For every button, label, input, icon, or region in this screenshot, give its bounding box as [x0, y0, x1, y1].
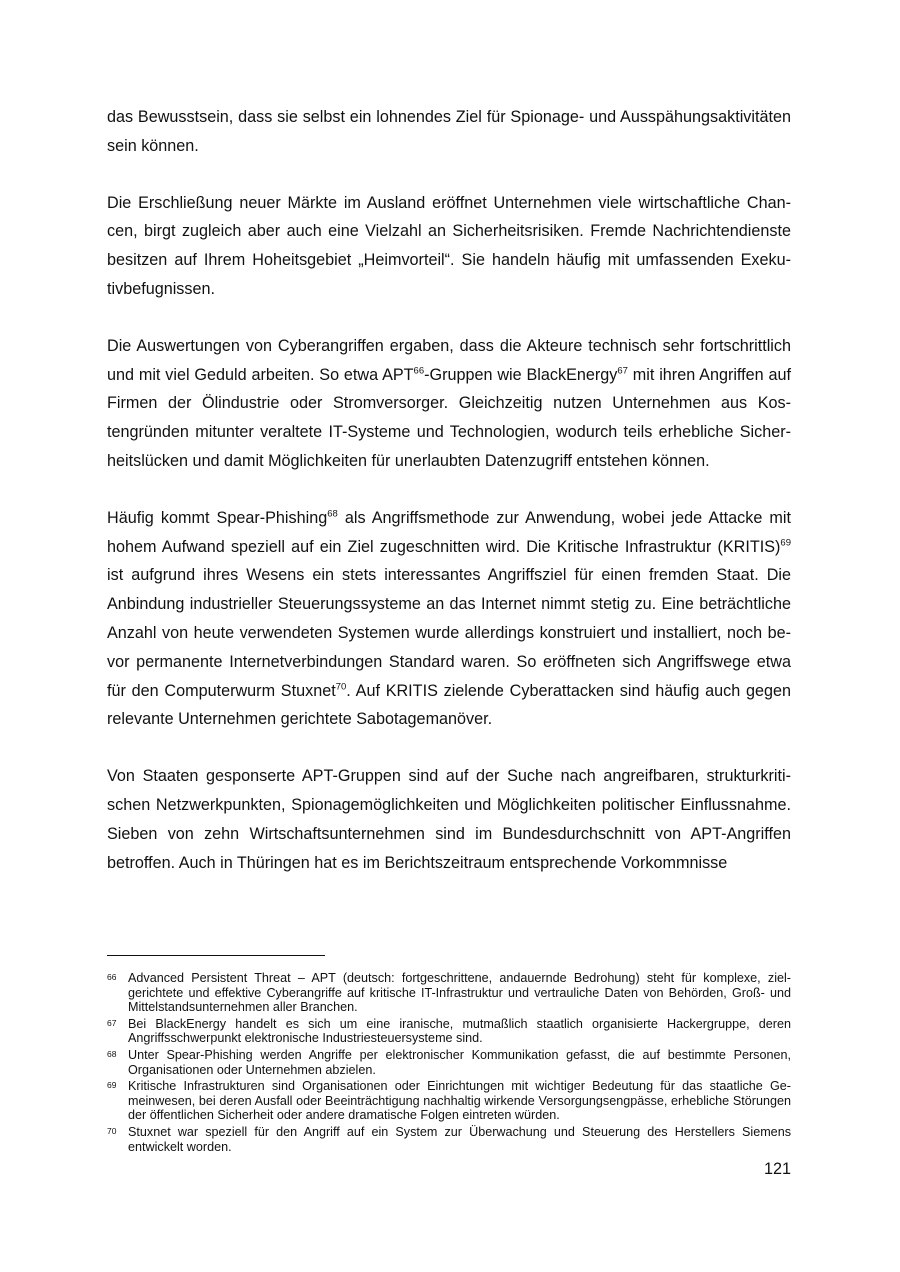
- text-run: als Angriffsmethode zur Anwendung, wobei jede Attacke mit hohem Aufwand speziell auf ein Ziel zugeschnitten wird. Die Kritische Infrastruktur (KRITIS): [107, 508, 791, 556]
- paragraph: [107, 189, 791, 304]
- footnote-text: Stuxnet war speziell für den Angriff auf ein System zur Überwachung und Steuerung des Herstellers Siemens entwickelt worden.: [128, 1124, 791, 1154]
- footnote: [107, 1079, 791, 1123]
- footnote: [107, 971, 791, 1015]
- footnotes: [107, 971, 791, 1156]
- footnote-reference: 69: [780, 537, 791, 549]
- footnote-number: 70: [107, 1125, 117, 1136]
- paragraph: [107, 504, 791, 734]
- footnote: [107, 1017, 791, 1046]
- text-run: ist aufgrund ihres Wesens ein stets interessantes Angriffsziel für einen fremden Staat. Die Anbindung industrieller Steuerungssysteme an das Internet nimmt stetig zu. Eine beträchtliche Anzahl von heute verwendeten Systemen wurde allerdings konstruiert und installiert, noch bevor permanente Internetverbindungen Standard waren. So eröffneten sich Angriffswege etwa für den Computerwurm Stuxnet: [107, 566, 791, 700]
- footnote-reference: 68: [327, 508, 338, 520]
- body-text: [107, 103, 791, 905]
- footnote-number: 66: [107, 972, 117, 982]
- text-run: Von Staaten gesponserte APT-Gruppen sind auf der Suche nach angreifbaren, strukturkritischen Netzwerkpunkten, Spionagemöglichkeiten und Möglichkeiten politischer Einflussnahme. Sieben von zehn Wirtschaftsunternehmen sind im Bundesdurchschnitt von APT-Angriffen betroffen. Auch in Thüringen hat es im Berichtszeitraum entsprechende Vorkommnisse: [107, 767, 791, 872]
- footnote-text: Kritische Infrastrukturen sind Organisationen oder Einrichtungen mit wichtiger Bedeutung für das staatliche Gemeinwesen, bei deren Ausfall oder Beeinträchtigung nachhaltig wirkende Versorgungsengpässe, erhebliche Störungen der öffentlichen Sicherheit oder andere dramatische Folgen eintreten würden.: [128, 1079, 791, 1123]
- text-run: das Bewusstsein, dass sie selbst ein lohnendes Ziel für Spionage- und Ausspähungsaktivitäten sein können.: [107, 108, 791, 155]
- footnote-number: 68: [107, 1048, 117, 1059]
- text-run: . Auf KRITIS zielende Cyberattacken sind häufig auch gegen relevante Unternehmen gerichtete Sabotagemanöver.: [107, 681, 791, 729]
- page-number: 121: [763, 1160, 791, 1178]
- footnote-reference: 67: [617, 365, 628, 377]
- text-run: Die Auswertungen von Cyberangriffen ergaben, dass die Akteure technisch sehr fortschrittlich und mit viel Geduld arbeiten. So etwa APT: [107, 336, 791, 384]
- footnote-number: 67: [107, 1017, 117, 1028]
- text-run: Häufig kommt Spear-Phishing: [107, 508, 328, 527]
- footnote: [107, 1048, 791, 1077]
- paragraph: [107, 103, 791, 161]
- footnote-text: Unter Spear-Phishing werden Angriffe per elektronischer Kommunikation gefasst, die auf bestimmte Personen, Organisationen oder Unternehmen abzielen.: [128, 1047, 791, 1077]
- text-run: Die Erschließung neuer Märkte im Ausland eröffnet Unternehmen viele wirtschaftliche Chancen, birgt zugleich aber auch eine Vielzahl an Sicherheitsrisiken. Fremde Nachrichtendienste besitzen auf Ihrem Hoheitsgebiet „Heimvorteil“. Sie handeln häufig mit umfassenden Exekutivbefugnissen.: [107, 193, 791, 298]
- paragraph: [107, 332, 791, 476]
- text-run: mit ihren Angriffen auf Firmen der Ölindustrie oder Stromversorger. Gleichzeitig nutzen Unternehmen aus Kostengründen mitunter veraltete IT-Systeme und Technologien, wodurch teils erhebliche Sicherheitslücken und damit Möglichkeiten für unerlaubten Datenzugriff entstehen können.: [107, 365, 791, 470]
- paragraph: [107, 762, 791, 877]
- footnote-divider: [107, 955, 325, 956]
- footnote-reference: 70: [335, 681, 347, 693]
- footnote-number: 69: [107, 1080, 117, 1091]
- text-run: -Gruppen wie BlackEnergy: [424, 365, 618, 384]
- footnote-text: Advanced Persistent Threat – APT (deutsch: fortgeschrittene, andauernde Bedrohung) steht für komplexe, zielgerichtete und effektive Cyberangriffe auf kritische IT-Infrastruktur und vertrauliche Daten von Behörden, Groß- und Mittelstandsunternehmen aller Branchen.: [128, 971, 791, 1015]
- footnote: [107, 1125, 791, 1154]
- footnote-text: Bei BlackEnergy handelt es sich um eine iranische, mutmaßlich staatlich organisierte Hackergruppe, deren Angriffsschwerpunkt elektronische Industriesteuersysteme sind.: [128, 1016, 791, 1046]
- footnote-reference: 66: [413, 365, 425, 377]
